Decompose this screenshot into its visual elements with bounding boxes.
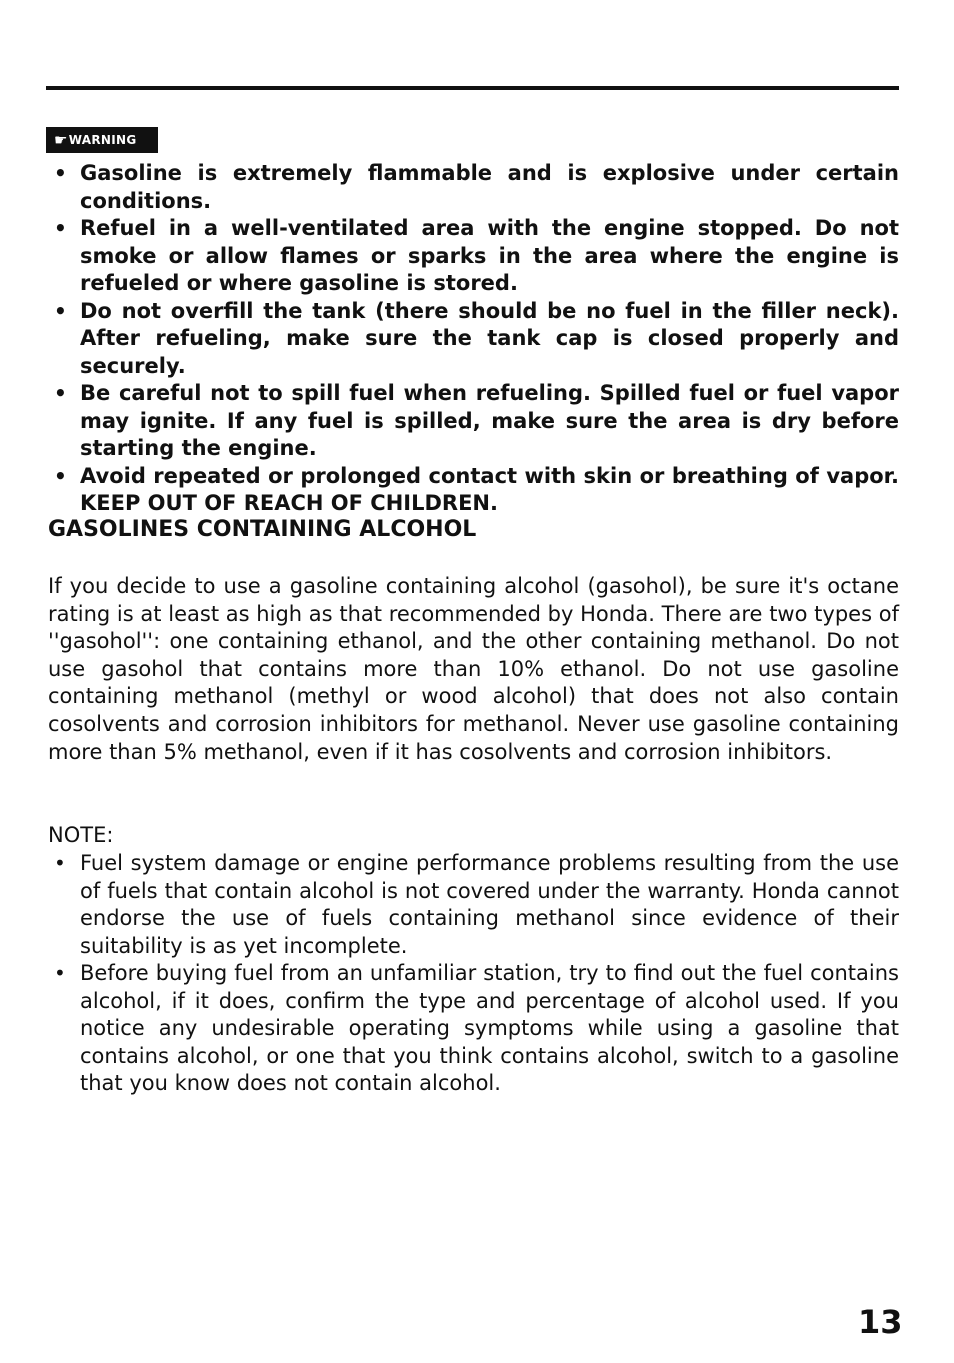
warning-list bbox=[46, 160, 899, 518]
page-number: 13 bbox=[858, 1303, 903, 1341]
warning-item-text: Refuel in a well-ventilated area with the engine stopped. Do not smoke or allow flames or sparks in the area where the engine is refueled or where gasoline is stored. bbox=[80, 216, 899, 295]
note-item-text: Before buying fuel from an unfamiliar station, try to find out the fuel contains alcohol, if it does, confirm the type and percentage of alcohol used. If you notice any undesirable operating symptoms while using a gasoline that contains alcohol, or one that you think contains alcohol, switch to a gasoline that you know does not contain alcohol. bbox=[80, 961, 899, 1095]
note-item bbox=[46, 960, 899, 1098]
bullet-icon: • bbox=[54, 216, 67, 240]
warning-item bbox=[46, 215, 899, 298]
bullet-icon: • bbox=[54, 161, 67, 185]
section-paragraph: If you decide to use a gasoline containing alcohol (gasohol), be sure it's octane rating is at least as high as that recommended by Honda. There are two types of ''gasohol'': one containing ethanol, and the other containing methanol. Do not use gasohol that contains more than 10% ethanol. Do not use gasoline containing methanol (methyl or wood alcohol) that does not also contain cosolvents and corrosion inhibitors for methanol. Never use gasoline containing more than 5% methanol, even if it has cosolvents and corrosion inhibitors. bbox=[48, 574, 899, 764]
note-label: NOTE: bbox=[48, 823, 114, 847]
note-list bbox=[46, 850, 899, 1098]
warning-item-text: Gasoline is extremely flammable and is explosive under certain conditions. bbox=[80, 161, 899, 213]
warning-item bbox=[46, 160, 899, 215]
warning-item bbox=[46, 463, 899, 518]
warning-item bbox=[46, 298, 899, 381]
warning-label: WARNING bbox=[68, 133, 137, 147]
bullet-icon: • bbox=[54, 298, 67, 323]
bullet-icon: • bbox=[54, 381, 67, 405]
bullet-icon: • bbox=[54, 463, 67, 488]
note-item-text: Fuel system damage or engine performance problems resulting from the use of fuels that contain alcohol is not covered under the warranty. Honda cannot endorse the use of fuels containing methanol since evidence of their suitability is as yet incomplete. bbox=[80, 851, 899, 958]
warning-badge bbox=[46, 127, 158, 153]
warning-item bbox=[46, 380, 899, 463]
warning-item-text: Be careful not to spill fuel when refueling. Spilled fuel or fuel vapor may ignite. If any fuel is spilled, make sure the area is dry before starting the engine. bbox=[80, 381, 899, 460]
note-item bbox=[46, 850, 899, 960]
section-heading: GASOLINES CONTAINING ALCOHOL bbox=[48, 517, 477, 542]
bullet-icon: • bbox=[54, 961, 66, 985]
warning-item-text: Do not overfill the tank (there should be no fuel in the filler neck). After refueling, make sure the tank cap is closed properly and securely. bbox=[80, 298, 899, 378]
top-rule bbox=[46, 86, 899, 90]
pointing-hand-icon: ☛ bbox=[54, 130, 68, 149]
bullet-icon: • bbox=[54, 851, 66, 875]
warning-item-text: Avoid repeated or prolonged contact with skin or breathing of vapor. KEEP OUT OF REACH OF CHILDREN. bbox=[80, 463, 899, 515]
